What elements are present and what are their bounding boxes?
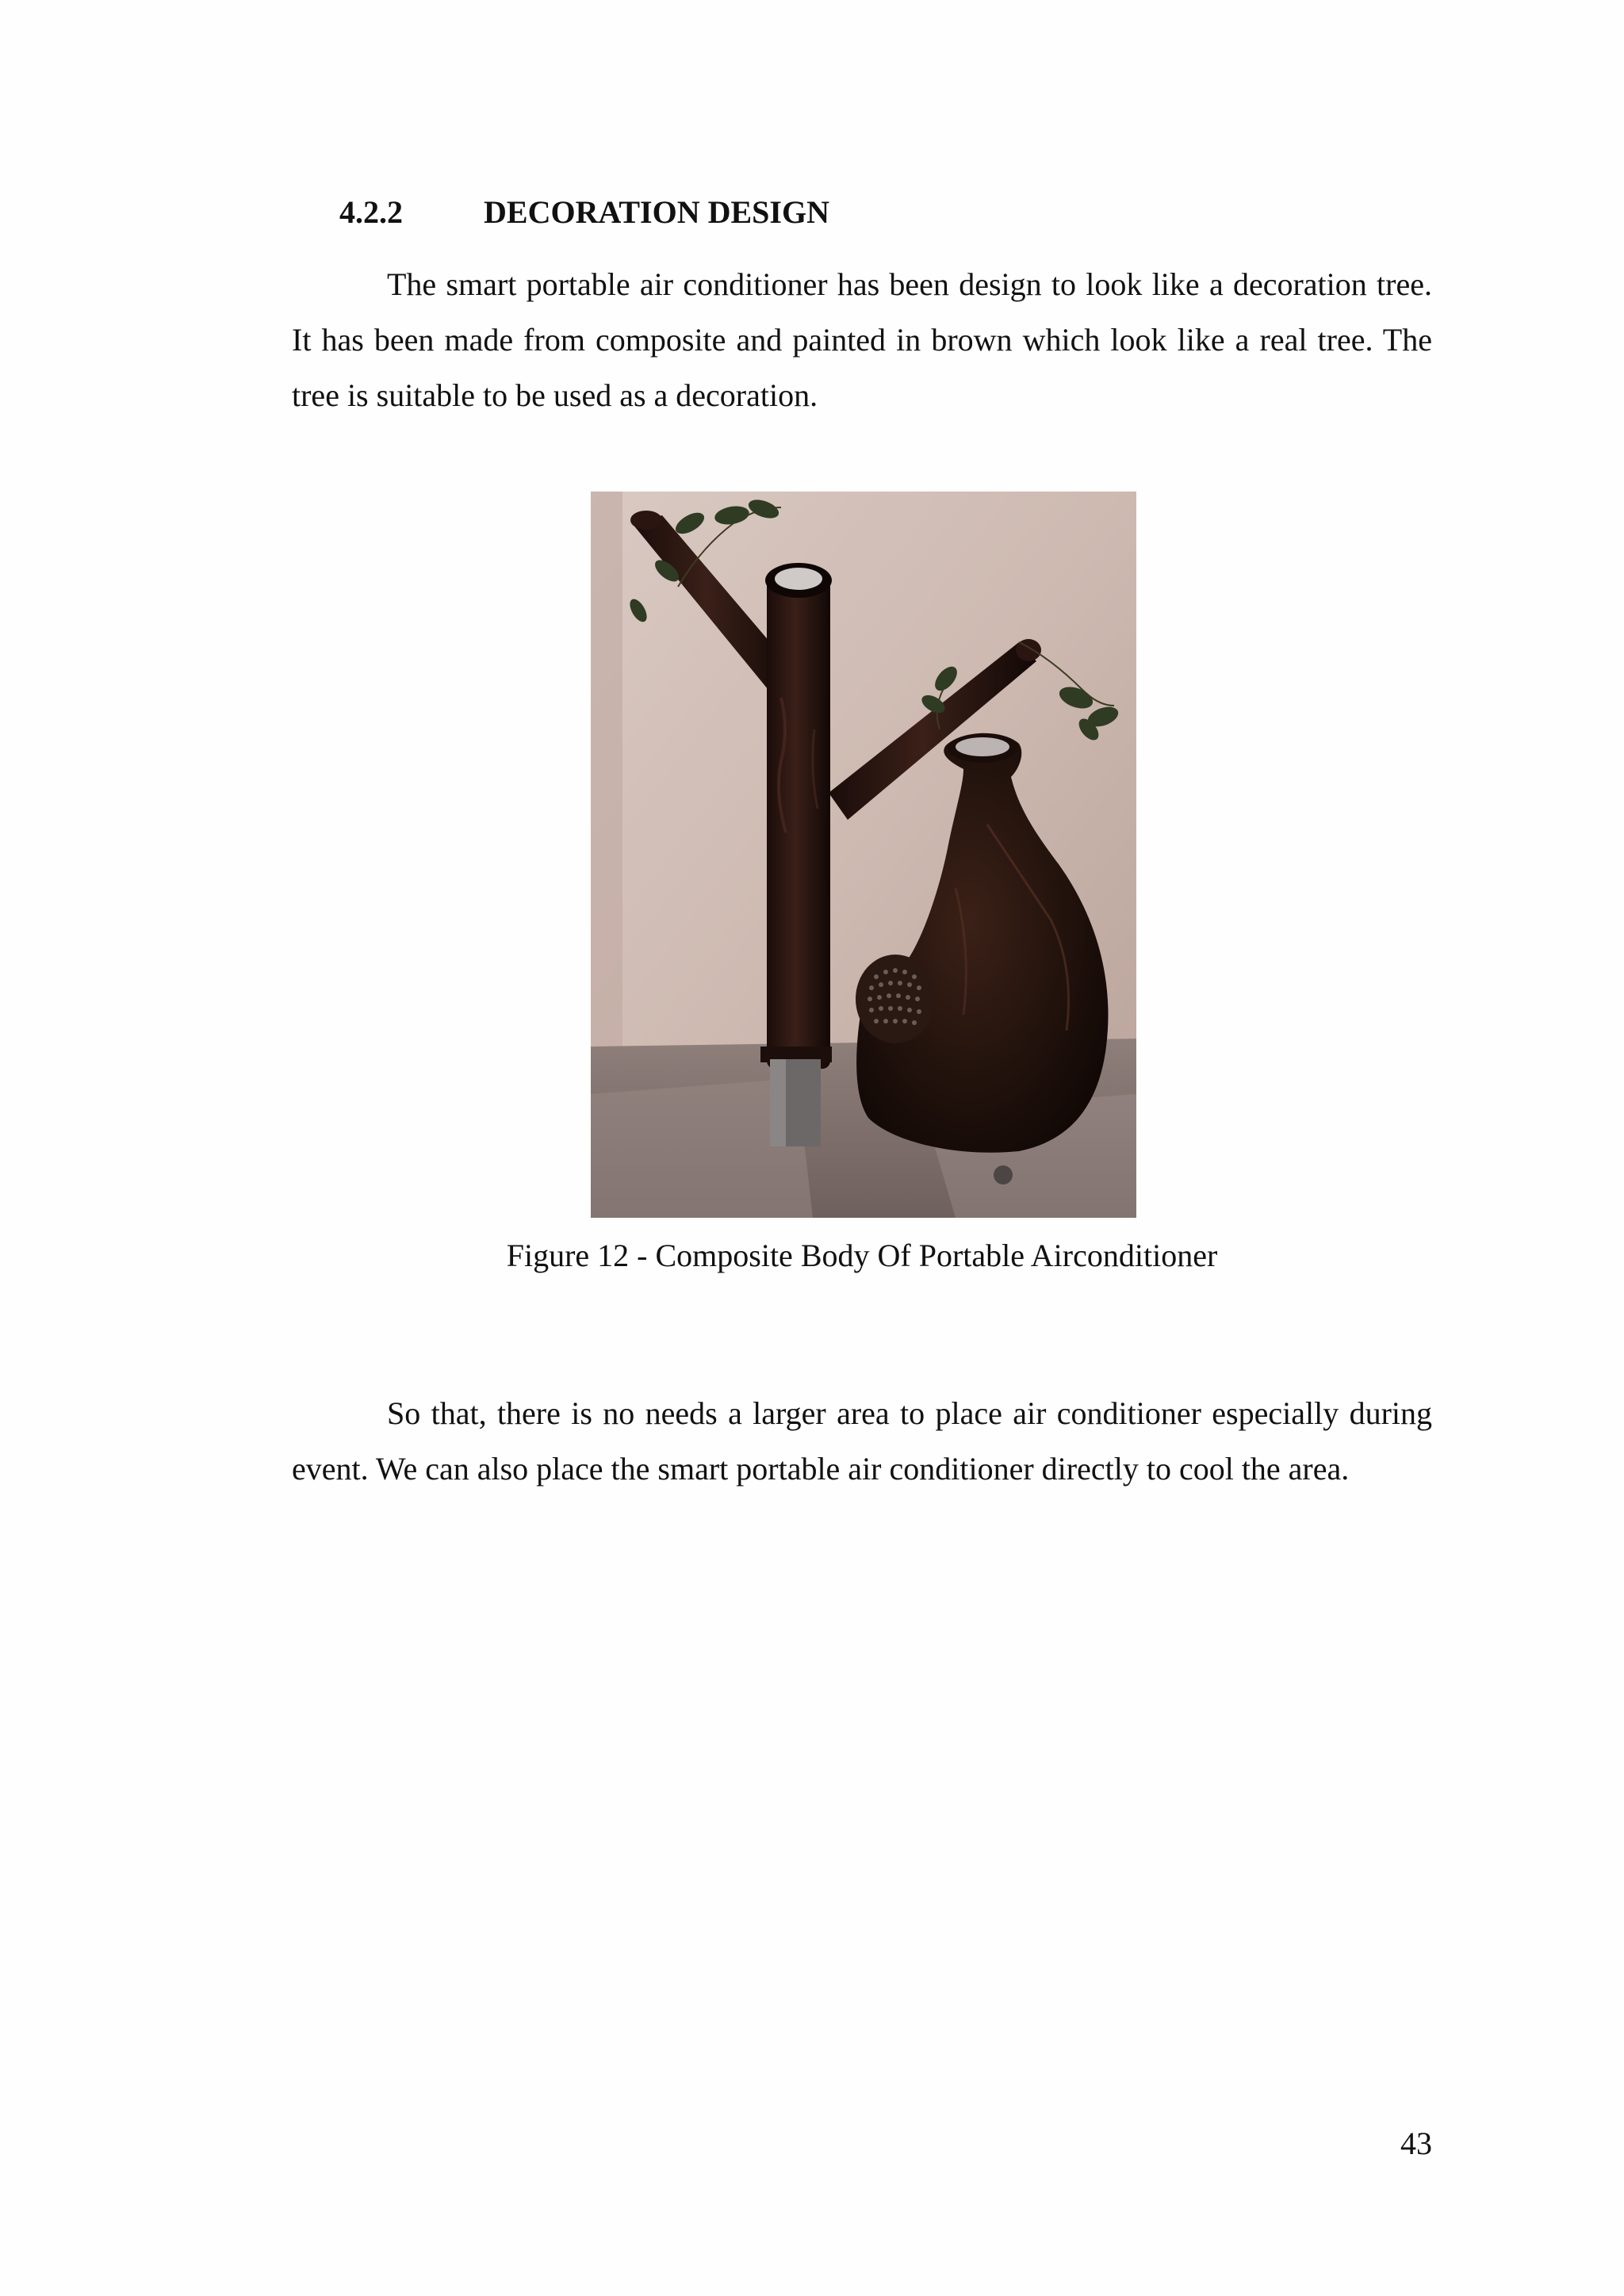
paragraph-intro: The smart portable air conditioner has been design to look like a decoration tree. It has been made from composite and painted in brown which look like a real tree. The tree is suitable to be used as a decoration. bbox=[292, 266, 1432, 413]
figure-caption: Figure 12 - Composite Body Of Portable Airconditioner bbox=[506, 1238, 1218, 1273]
figure-photo bbox=[591, 492, 1136, 1218]
section-title: DECORATION DESIGN bbox=[484, 194, 829, 230]
page-number: 43 bbox=[1400, 2126, 1432, 2161]
composite-tree-photo bbox=[591, 492, 1136, 1218]
section-number: 4.2.2 bbox=[339, 194, 403, 230]
paragraph-conclusion: So that, there is no needs a larger area to place air conditioner especially during event. We can also place the smart portable air conditioner directly to cool the area. bbox=[292, 1395, 1432, 1487]
section-heading bbox=[339, 190, 829, 235]
